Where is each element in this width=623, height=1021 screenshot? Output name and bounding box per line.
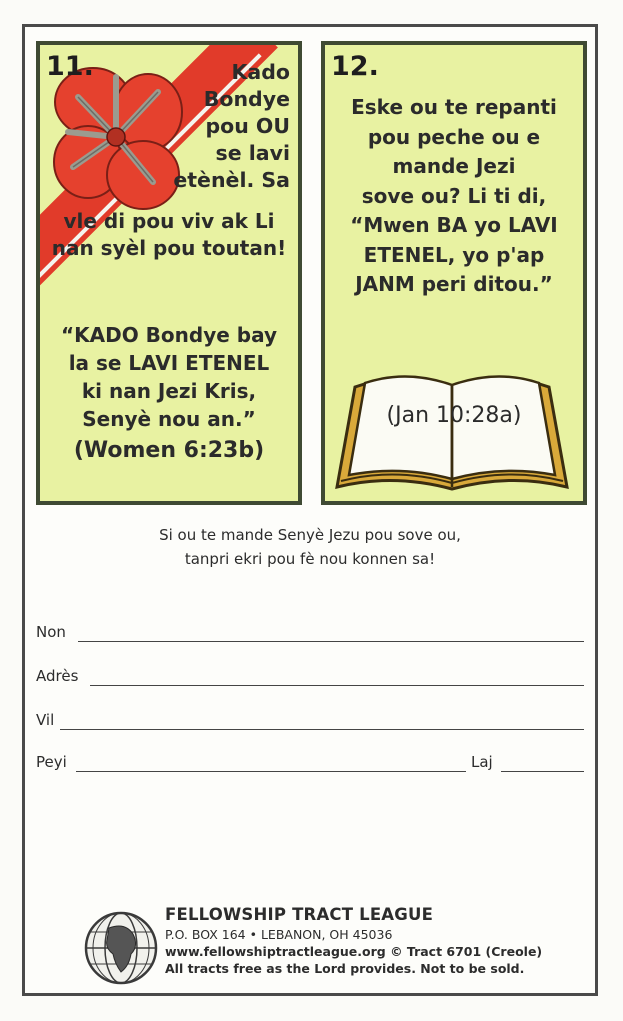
- address-field[interactable]: [36, 667, 584, 689]
- verse-line: Senyè nou an.”: [82, 407, 256, 431]
- publisher-info: [165, 904, 542, 977]
- city-label: Vil: [36, 711, 55, 729]
- city-field[interactable]: [36, 711, 584, 733]
- panel-12-text: [325, 93, 583, 300]
- publisher-footer: [83, 904, 583, 988]
- text-line: Bondye: [203, 87, 290, 111]
- verse-line: “KADO Bondye bay: [60, 323, 278, 347]
- text-line: sove ou? Li ti di,: [361, 183, 547, 208]
- text-line: Kado: [231, 60, 290, 84]
- country-line[interactable]: [76, 771, 466, 772]
- country-label: Peyi: [36, 753, 67, 771]
- org-name: FELLOWSHIP TRACT LEAGUE: [165, 905, 434, 924]
- open-bible-icon: [331, 367, 573, 495]
- text-line: JANM peri ditou.”: [355, 272, 553, 296]
- tract-card: [22, 24, 598, 996]
- panel-12: [321, 41, 587, 505]
- address-line[interactable]: [90, 685, 584, 686]
- verse-reference: (Jan 10:28a): [386, 403, 522, 428]
- panel-11-verse: [40, 321, 298, 465]
- address-label: Adrès: [36, 667, 79, 685]
- panel-11: [36, 41, 302, 505]
- website-line: www.fellowshiptractleague.org © Tract 6701 (Creole): [165, 944, 543, 959]
- postal-address: P.O. BOX 164 • LEBANON, OH 45036: [165, 927, 393, 942]
- name-line[interactable]: [78, 641, 584, 642]
- panel-number: 11.: [46, 51, 94, 82]
- panel-11-intro: [173, 59, 290, 194]
- prompt-line: Si ou te mande Senyè Jezu pou sove ou,: [159, 526, 461, 544]
- prompt-line: tanpri ekri pou fè nou konnen sa!: [184, 550, 436, 568]
- text-line: vle di pou viv ak Li: [63, 209, 275, 233]
- response-prompt: [25, 523, 595, 571]
- verse-line: ki nan Jezi Kris,: [81, 379, 257, 403]
- city-line[interactable]: [60, 729, 584, 730]
- panel-11-continuation: [40, 208, 298, 262]
- text-line: pou peche ou e: [367, 124, 541, 149]
- panel-number: 12.: [331, 51, 379, 82]
- text-line: “Mwen BA yo LAVI: [350, 213, 558, 237]
- text-line: etènèl. Sa: [173, 168, 290, 192]
- text-line: nan syèl pou toutan!: [51, 236, 287, 260]
- verse-line: la se LAVI ETENEL: [68, 351, 270, 375]
- verse-reference: (Women 6:23b): [73, 438, 265, 463]
- age-label: Laj: [471, 753, 493, 771]
- text-line: Eske ou te repanti: [351, 95, 557, 119]
- globe-logo-icon: [83, 910, 159, 986]
- country-field[interactable]: [36, 753, 466, 775]
- age-field[interactable]: [471, 753, 584, 775]
- distribution-notice: All tracts free as the Lord provides. Not to be sold.: [165, 961, 525, 976]
- age-line[interactable]: [501, 771, 584, 772]
- text-line: pou OU: [205, 114, 290, 138]
- name-label: Non: [36, 623, 66, 641]
- name-field[interactable]: [36, 623, 584, 645]
- text-line: mande Jezi: [392, 154, 516, 178]
- text-line: se lavi: [215, 141, 290, 165]
- text-line: ETENEL, yo p'ap: [363, 242, 545, 267]
